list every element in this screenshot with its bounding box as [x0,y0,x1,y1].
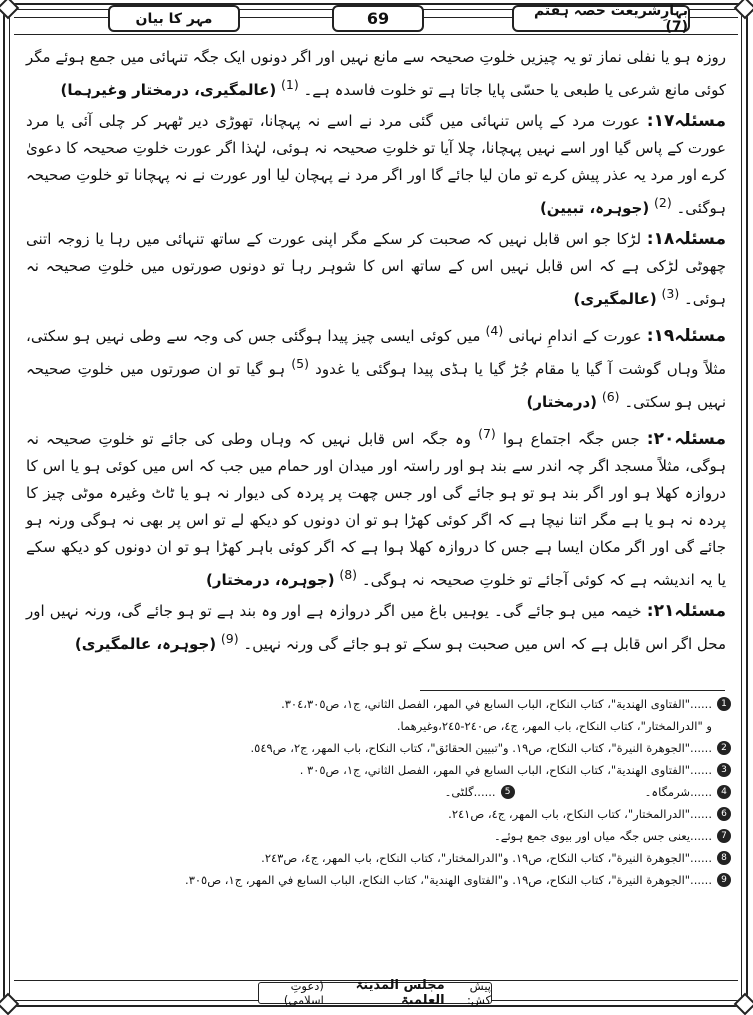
footnote-marker: (1) [280,77,299,92]
footnote-number: 5 [501,785,515,799]
footnote-text: ......"الفتاوى الهندية"، كتاب النكاح، الباب السابع في المهر، الفصل الثاني، ج١، ص٣٠٤،٣٠٥. [281,697,712,711]
publisher-footer [258,978,492,1008]
paragraph-text: وہ جگہ اس قابل نہیں کہ وہاں وطی کی جائے تو خلوتِ صحیحہ نہ ہوگی، مثلاً مسجد اگر چہ اندر سے بند ہو اور راستہ اور میدان اور حمام میں جب کہ اس میں کوئی ہو یا اس کا دروازہ کھلا ہو اور اگر بند ہو تو ہو جائے گی اور جس چھت پر پردہ کی دیوار نہ ہو یا ٹاٹ وغیرہ موٹی چیز کا پردہ نہ ہو یا ہے مگر اتنا نیچا ہے کہ اگر کوئی کھڑا ہو تو ان دونوں کو دیکھ لے تو اس پر بھی نہ ہوگی ورنہ ہو جائے گی اور اگر مکان ایسا ہے جس کا دروازہ کھلا ہوا ہے کہ اگر کوئی باہر کھڑا ہو تو ان دونوں کو دیکھ سکے یا یہ اندیشہ ہے کہ کوئی آجائے تو خلوتِ صحیحہ نہ ہوگی۔ [26,430,726,589]
paragraph-text: روزہ ہو یا نفلی نماز تو یہ چیزیں خلوتِ صحیحہ سے مانع نہیں اور اگر دونوں ایک جگہ تنہائی میں جمع ہوئے مگر کوئی مانع شرعی یا طبعی یا حسّی پایا جاتا ہے تو خلوت فاسدہ ہے۔ [26,48,726,99]
paragraph [26,44,726,104]
footnote-number: 4 [717,785,731,799]
masla-20 [26,420,726,594]
footnote-marker: (3) [661,286,680,301]
masla-heading: مسئلہ۱۹: [646,326,726,346]
paragraph-text: خیمہ میں ہو جائے گی۔ یوہیں باغ میں اگر دروازہ ہے اور وہ بند ہے تو ہو جائے گی، ورنہ نہیں اور محل اگر اس قابل ہے کہ اس میں صحبت ہو سکے تو ہو جائے گی ورنہ نہیں۔ [26,602,726,653]
masla-heading: مسئلہ۱۸: [646,229,726,249]
reference: (عالمگیری) [573,290,657,308]
footnote-marker: (8) [339,567,358,582]
footnote [26,869,731,891]
masla-18 [26,226,726,313]
footnote [26,737,731,759]
paragraph-text: عورت مرد کے پاس تنہائی میں گئی مرد نے اسے نہ پہچانا، تھوڑی دیر ٹھہر کر چلی آئی یا مرد عورت کے پاس گیا اور اسے نہیں پہچانا، چلا آیا تو خلوتِ صحیحہ نہ ہوئی، لہٰذا اگر عورت خلوتِ صحیحہ کا دعویٰ کرے اور مرد یہ عذر پیش کرے تو مان لیا جائے گا اور اگر مرد نے پہچان لیا اور عورت نے نہ پہچانا تو خلوتِ صحیحہ ہوگئی۔ [26,112,726,217]
paragraph-text: میں کوئی ایسی چیز پیدا ہوگئی جس کی وجہ سے وطی نہیں ہو سکتی، مثلاً وہاں گوشت آ گیا یا مقام جُڑ گیا یا ہڈی پیدا ہوگئی یا غدود [26,327,726,378]
masla-heading: مسئلہ۱۷: [646,111,726,131]
page-number: 69 [332,5,424,32]
footnote [26,825,731,847]
footnote [26,781,731,803]
paragraph-text: جس جگہ اجتماع ہوا [502,430,640,448]
masla-17 [26,108,726,222]
footnote-text: ......شرمگاہ۔ [644,785,712,799]
footnote-marker: (2) [653,195,672,210]
footnote-number: 6 [717,807,731,821]
footnote-text: ......"الدرالمختار"، كتاب النكاح، باب المهر، ج٤، ص٢٤١. [448,807,712,821]
masla-19 [26,317,726,416]
footnote-number: 1 [717,697,731,711]
footnote-number: 7 [717,829,731,843]
reference: (جوہرہ، عالمگیری) [74,635,217,653]
footnote [26,847,731,869]
footnote [26,693,731,715]
masla-heading: مسئلہ۲۰: [646,429,727,449]
footnote-text: ......"الجوهرة النيرة"، كتاب النكاح، ص١٩. و"تبيين الحقائق"، كتاب النكاح، باب المهر، ج٢، ص٥٤٩. [250,741,712,755]
reference: (درمختار) [526,393,598,411]
book-title: بہارِشریعت حصہ ہفتم (7) [512,5,690,32]
footnote-number: 9 [717,873,731,887]
paragraph-text: عورت کے اندامِ نہانی [508,327,642,345]
main-text [26,44,726,662]
paragraph-text: لڑکا جو اس قابل نہیں کہ صحبت کر سکے مگر اپنی عورت کے ساتھ تنہائی میں رہا یا زوجہ اتنی چھوٹی لڑکی ہے کہ اس قابل نہیں اس کے ساتھ اس کا شوہر رہا تو دونوں صورتوں میں خلوتِ صحیحہ نہ ہوئی۔ [26,230,726,308]
reference: (جوہرہ، درمختار) [205,571,335,589]
footnote-separator [420,690,725,691]
footnote-marker: (7) [478,426,496,441]
footnote-marker: (5) [291,356,309,371]
masla-heading: مسئلہ۲۱: [646,601,726,621]
footer-prefix: پیش کش: [466,979,491,1007]
footnote-text: ......یعنی جس جگہ میاں اور بیوی جمع ہوئے۔ [493,829,712,843]
footnote-continuation: و "الدرالمختار"، كتاب النكاح، باب المهر، ج٤، ص٢٤٠-٢٤٥،وغيرهما. [396,719,712,733]
publisher-name: مجلس المدینۃ العلمیۃ [355,978,445,1008]
paragraph-text: ہو گیا تو ان صورتوں میں خلوتِ صحیحہ نہیں ہو سکتی۔ [26,360,726,411]
footnote-marker: (4) [485,323,504,338]
footnote-text: ......"الجوهرة النيرة"، كتاب النكاح، ص١٩. و"الفتاوى الهندية"، كتاب النكاح، الباب السابع في المهر، ج١، ص٣٠٥. [185,873,712,887]
footnotes [26,693,731,891]
reference: (جوہرہ، تبیین) [539,199,650,217]
footnote-text: ......"الجوهرة النيرة"، كتاب النكاح، ص١٩. و"الدرالمختار"، كتاب النكاح، باب المهر، ج٤، ص٢٤٣. [261,851,712,865]
footnote-number: 2 [717,741,731,755]
footnote-text: ......گلٹی۔ [444,785,496,799]
footnote-text: ......"الفتاوى الهندية"، كتاب النكاح، الباب السابع في المهر، الفصل الثاني، ج١، ص٣٠٥ . [299,763,712,777]
footnote-number: 3 [717,763,731,777]
footnote-marker: (9) [220,631,239,646]
masla-21 [26,598,726,658]
footnote-number: 8 [717,851,731,865]
publisher-suffix: (دعوتِ اسلامی) [283,979,324,1007]
footnote [26,759,731,781]
footnote [26,803,731,825]
reference: (عالمگیری، درمختار وغیرہما) [60,81,277,99]
chapter-title: مہر کا بیان [108,5,240,32]
footnote-marker: (6) [601,389,620,404]
